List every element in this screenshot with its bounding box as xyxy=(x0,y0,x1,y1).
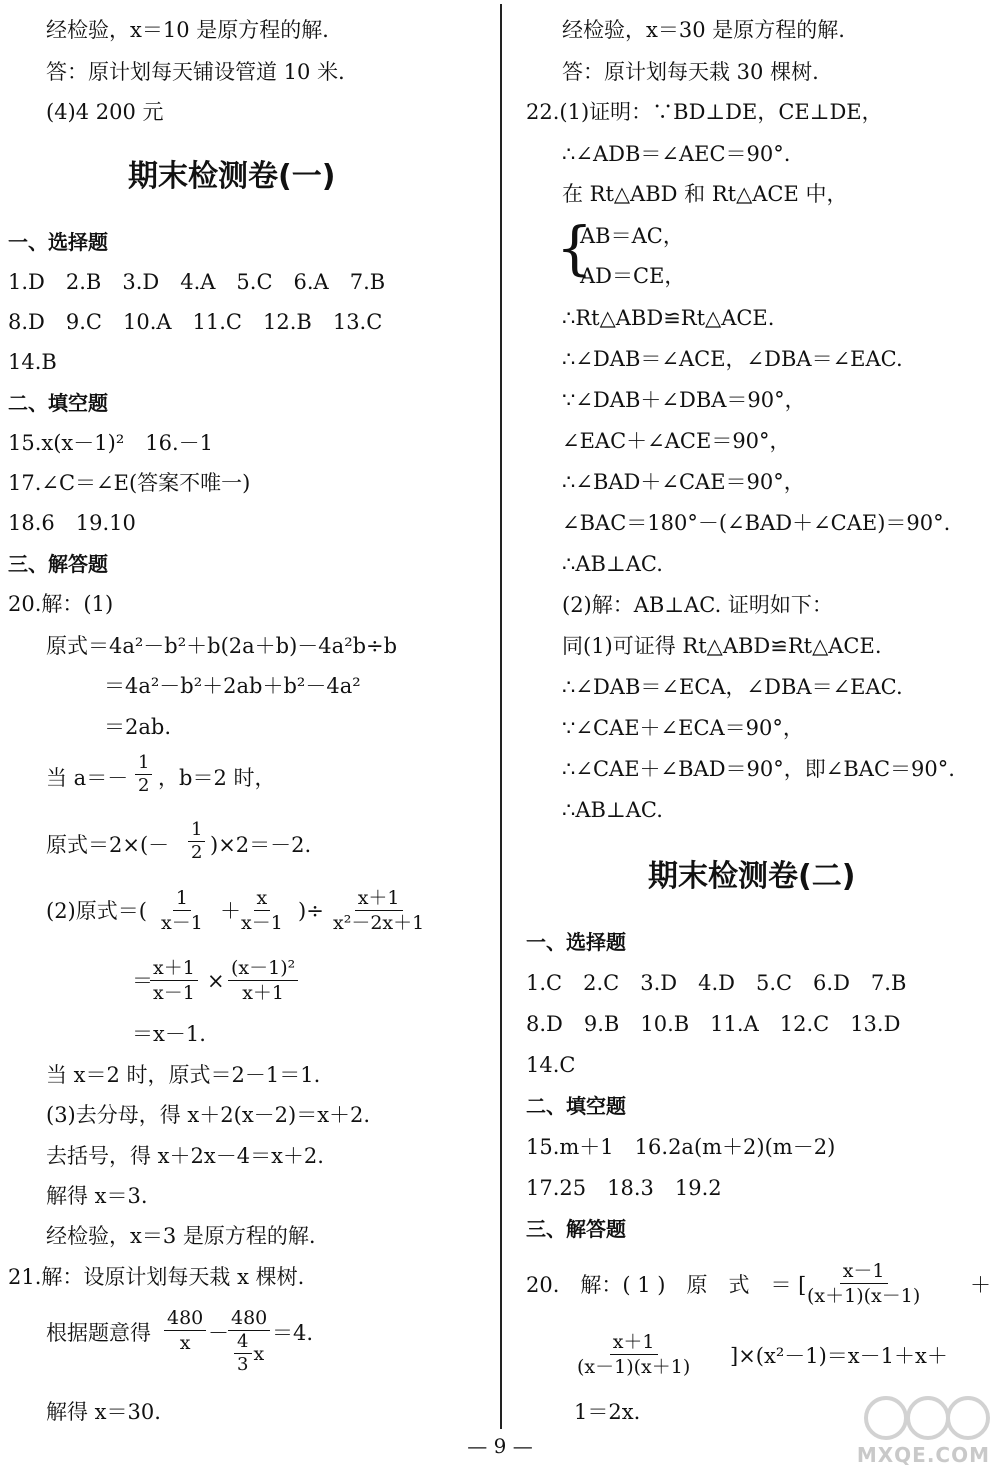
text-line: 经检验，x＝30 是原方程的解. xyxy=(562,18,845,42)
denominator: x xyxy=(179,1332,191,1354)
fraction xyxy=(135,752,152,797)
section-title: 期末检测卷(二) xyxy=(648,859,856,894)
numerator: x＋1 xyxy=(610,1330,658,1355)
fraction xyxy=(330,886,427,935)
numerator: 4 xyxy=(234,1331,251,1354)
numerator: 1 xyxy=(188,819,205,842)
numerator: x－1 xyxy=(840,1259,888,1284)
math-line: (2)原式＝( xyxy=(46,899,147,923)
answer-line: 1.D 2.B 3.D 4.A 5.C 6.A 7.B xyxy=(8,270,386,294)
math-line: )×2＝－2. xyxy=(210,833,312,857)
math-line: 去括号，得 x＋2x－4＝x＋2. xyxy=(46,1144,324,1168)
section-heading: 二、填空题 xyxy=(8,391,108,415)
math-line: 同(1)可证得 Rt△ABD≌Rt△ACE. xyxy=(562,634,882,658)
math-line: ，b＝2 时， xyxy=(158,766,276,790)
right-column xyxy=(508,0,1000,1470)
denominator: 2 xyxy=(138,775,150,796)
section-heading: 二、填空题 xyxy=(526,1094,626,1118)
math-line: 经检验，x＝3 是原方程的解. xyxy=(46,1224,316,1248)
math-operator: )÷ xyxy=(298,899,324,923)
math-line: ∴Rt△ABD≌Rt△ACE. xyxy=(562,306,775,330)
math-line: ∴AB⊥AC. xyxy=(562,552,663,576)
math-line: AD＝CE， xyxy=(580,264,686,288)
math-line: ＝2ab. xyxy=(104,715,171,739)
math-line: ＝x－1. xyxy=(132,1022,206,1046)
text-line: 经检验，x＝10 是原方程的解． xyxy=(46,18,344,42)
math-line: ∴∠CAE＋∠BAD＝90°，即∠BAC＝90°. xyxy=(562,757,955,781)
section-heading: 三、解答题 xyxy=(8,552,108,576)
math-operator: ＝ xyxy=(132,969,153,993)
fraction xyxy=(188,819,205,864)
numerator: 1 xyxy=(135,752,152,775)
answer-line: 14.B xyxy=(8,350,57,374)
math-line: 1＝2x. xyxy=(574,1400,641,1424)
answer-line: 17.∠C＝∠E(答案不唯一) xyxy=(8,471,251,495)
question-line: 20. 解：( 1 ) 原 式 ＝ [ xyxy=(526,1273,807,1297)
denominator: (x－1)(x＋1) xyxy=(577,1356,691,1378)
math-line: ∵∠DAB＋∠DBA＝90°， xyxy=(562,388,806,412)
numerator: x xyxy=(254,886,271,911)
text-line: 答：原计划每天铺设管道 10 米． xyxy=(46,60,360,84)
math-line: ∴∠ADB＝∠AEC＝90°. xyxy=(562,142,791,166)
numerator: x＋1 xyxy=(355,886,403,911)
math-line: 解得 x＝3. xyxy=(46,1184,148,1208)
math-line: ∴AB⊥AC. xyxy=(562,798,663,822)
fraction xyxy=(228,956,298,1005)
math-operator: × xyxy=(207,969,225,993)
fraction xyxy=(804,1259,923,1308)
math-line: 当 a＝－ xyxy=(46,766,129,790)
math-line: ]×(x²－1)＝x－1＋x＋ xyxy=(730,1344,948,1368)
fraction xyxy=(238,886,286,935)
denominator: x－1 xyxy=(241,912,283,934)
complex-fraction xyxy=(228,1306,270,1376)
question-line: 22.(1)证明：∵BD⊥DE，CE⊥DE， xyxy=(526,100,883,124)
answer-line: 18.6 19.10 xyxy=(8,511,136,535)
page-number: — 9 — xyxy=(467,1434,533,1458)
math-operator: ＋ xyxy=(970,1273,991,1297)
question-line: 20.解：(1) xyxy=(8,592,114,616)
answer-line: 1.C 2.C 3.D 4.D 5.C 6.D 7.B xyxy=(526,971,907,995)
math-line: 原式＝2×(－ xyxy=(46,833,170,857)
numerator: (x－1)² xyxy=(228,956,298,981)
numerator: x＋1 xyxy=(150,956,198,981)
fraction xyxy=(150,956,198,1005)
numerator: 1 xyxy=(173,886,191,911)
column-divider xyxy=(500,4,502,1429)
math-line: ∴∠DAB＝∠ACE，∠DBA＝∠EAC. xyxy=(562,347,903,371)
math-line: ∠EAC＋∠ACE＝90°， xyxy=(562,429,791,453)
variable: x xyxy=(253,1342,265,1365)
denominator: x－1 xyxy=(161,912,203,934)
denominator: 2 xyxy=(191,842,203,863)
left-column xyxy=(0,0,498,1470)
math-line: ＝4. xyxy=(272,1321,314,1345)
math-line: 根据题意得 xyxy=(46,1321,151,1345)
math-line: ∵∠CAE＋∠ECA＝90°， xyxy=(562,716,804,740)
numerator: 480 xyxy=(164,1306,206,1331)
answer-line: 15.m＋1 16.2a(m＋2)(m－2) xyxy=(526,1135,836,1159)
section-heading: 三、解答题 xyxy=(526,1217,626,1241)
answer-line: 17.25 18.3 19.2 xyxy=(526,1176,722,1200)
numerator: 480 xyxy=(228,1306,270,1331)
denominator: x²－2x＋1 xyxy=(333,912,425,934)
math-operator: ＋ xyxy=(220,899,241,923)
math-line: (2)解：AB⊥AC. 证明如下： xyxy=(562,593,833,617)
math-line: AB＝AC， xyxy=(580,224,684,248)
answer-line: 14.C xyxy=(526,1053,576,1077)
fraction xyxy=(158,886,206,935)
math-line: 原式＝4a²－b²＋b(2a＋b)－4a²b÷b xyxy=(46,634,398,658)
math-line: (3)去分母，得 x＋2(x－2)＝x＋2. xyxy=(46,1103,371,1127)
fraction xyxy=(574,1330,693,1379)
math-line: ∴∠DAB＝∠ECA，∠DBA＝∠EAC. xyxy=(562,675,903,699)
watermark-text: MXQE.COM xyxy=(856,1443,990,1467)
section-heading: 一、选择题 xyxy=(8,230,108,254)
nested-fraction xyxy=(234,1331,251,1376)
system-brace: { xyxy=(556,214,593,282)
math-line: 在 Rt△ABD 和 Rt△ACE 中， xyxy=(562,182,848,206)
math-line: ∠BAC＝180°－(∠BAD＋∠CAE)＝90°. xyxy=(562,511,951,535)
denominator: x＋1 xyxy=(242,982,285,1004)
answer-line: 8.D 9.C 10.A 11.C 12.B 13.C xyxy=(8,310,383,334)
math-line: ＝4a²－b²＋2ab＋b²－4a² xyxy=(104,674,361,698)
denominator: (x＋1)(x－1) xyxy=(807,1285,921,1307)
denominator xyxy=(231,1331,267,1376)
denominator: 3 xyxy=(237,1354,249,1375)
math-operator: － xyxy=(208,1321,229,1345)
text-line: 答：原计划每天栽 30 棵树. xyxy=(562,60,819,84)
text-line: (4)4 200 元 xyxy=(46,100,164,124)
question-line: 21.解：设原计划每天栽 x 棵树. xyxy=(8,1265,305,1289)
denominator: x－1 xyxy=(153,982,195,1004)
section-title: 期末检测卷(一) xyxy=(128,159,336,194)
answer-line: 15.x(x－1)² 16.－1 xyxy=(8,431,214,455)
math-line: ∴∠BAD＋∠CAE＝90°， xyxy=(562,470,805,494)
math-line: 解得 x＝30. xyxy=(46,1400,161,1424)
fraction xyxy=(164,1306,206,1355)
section-heading: 一、选择题 xyxy=(526,930,626,954)
math-line: 当 x＝2 时，原式＝2－1＝1. xyxy=(46,1063,321,1087)
answer-line: 8.D 9.B 10.B 11.A 12.C 13.D xyxy=(526,1012,901,1036)
